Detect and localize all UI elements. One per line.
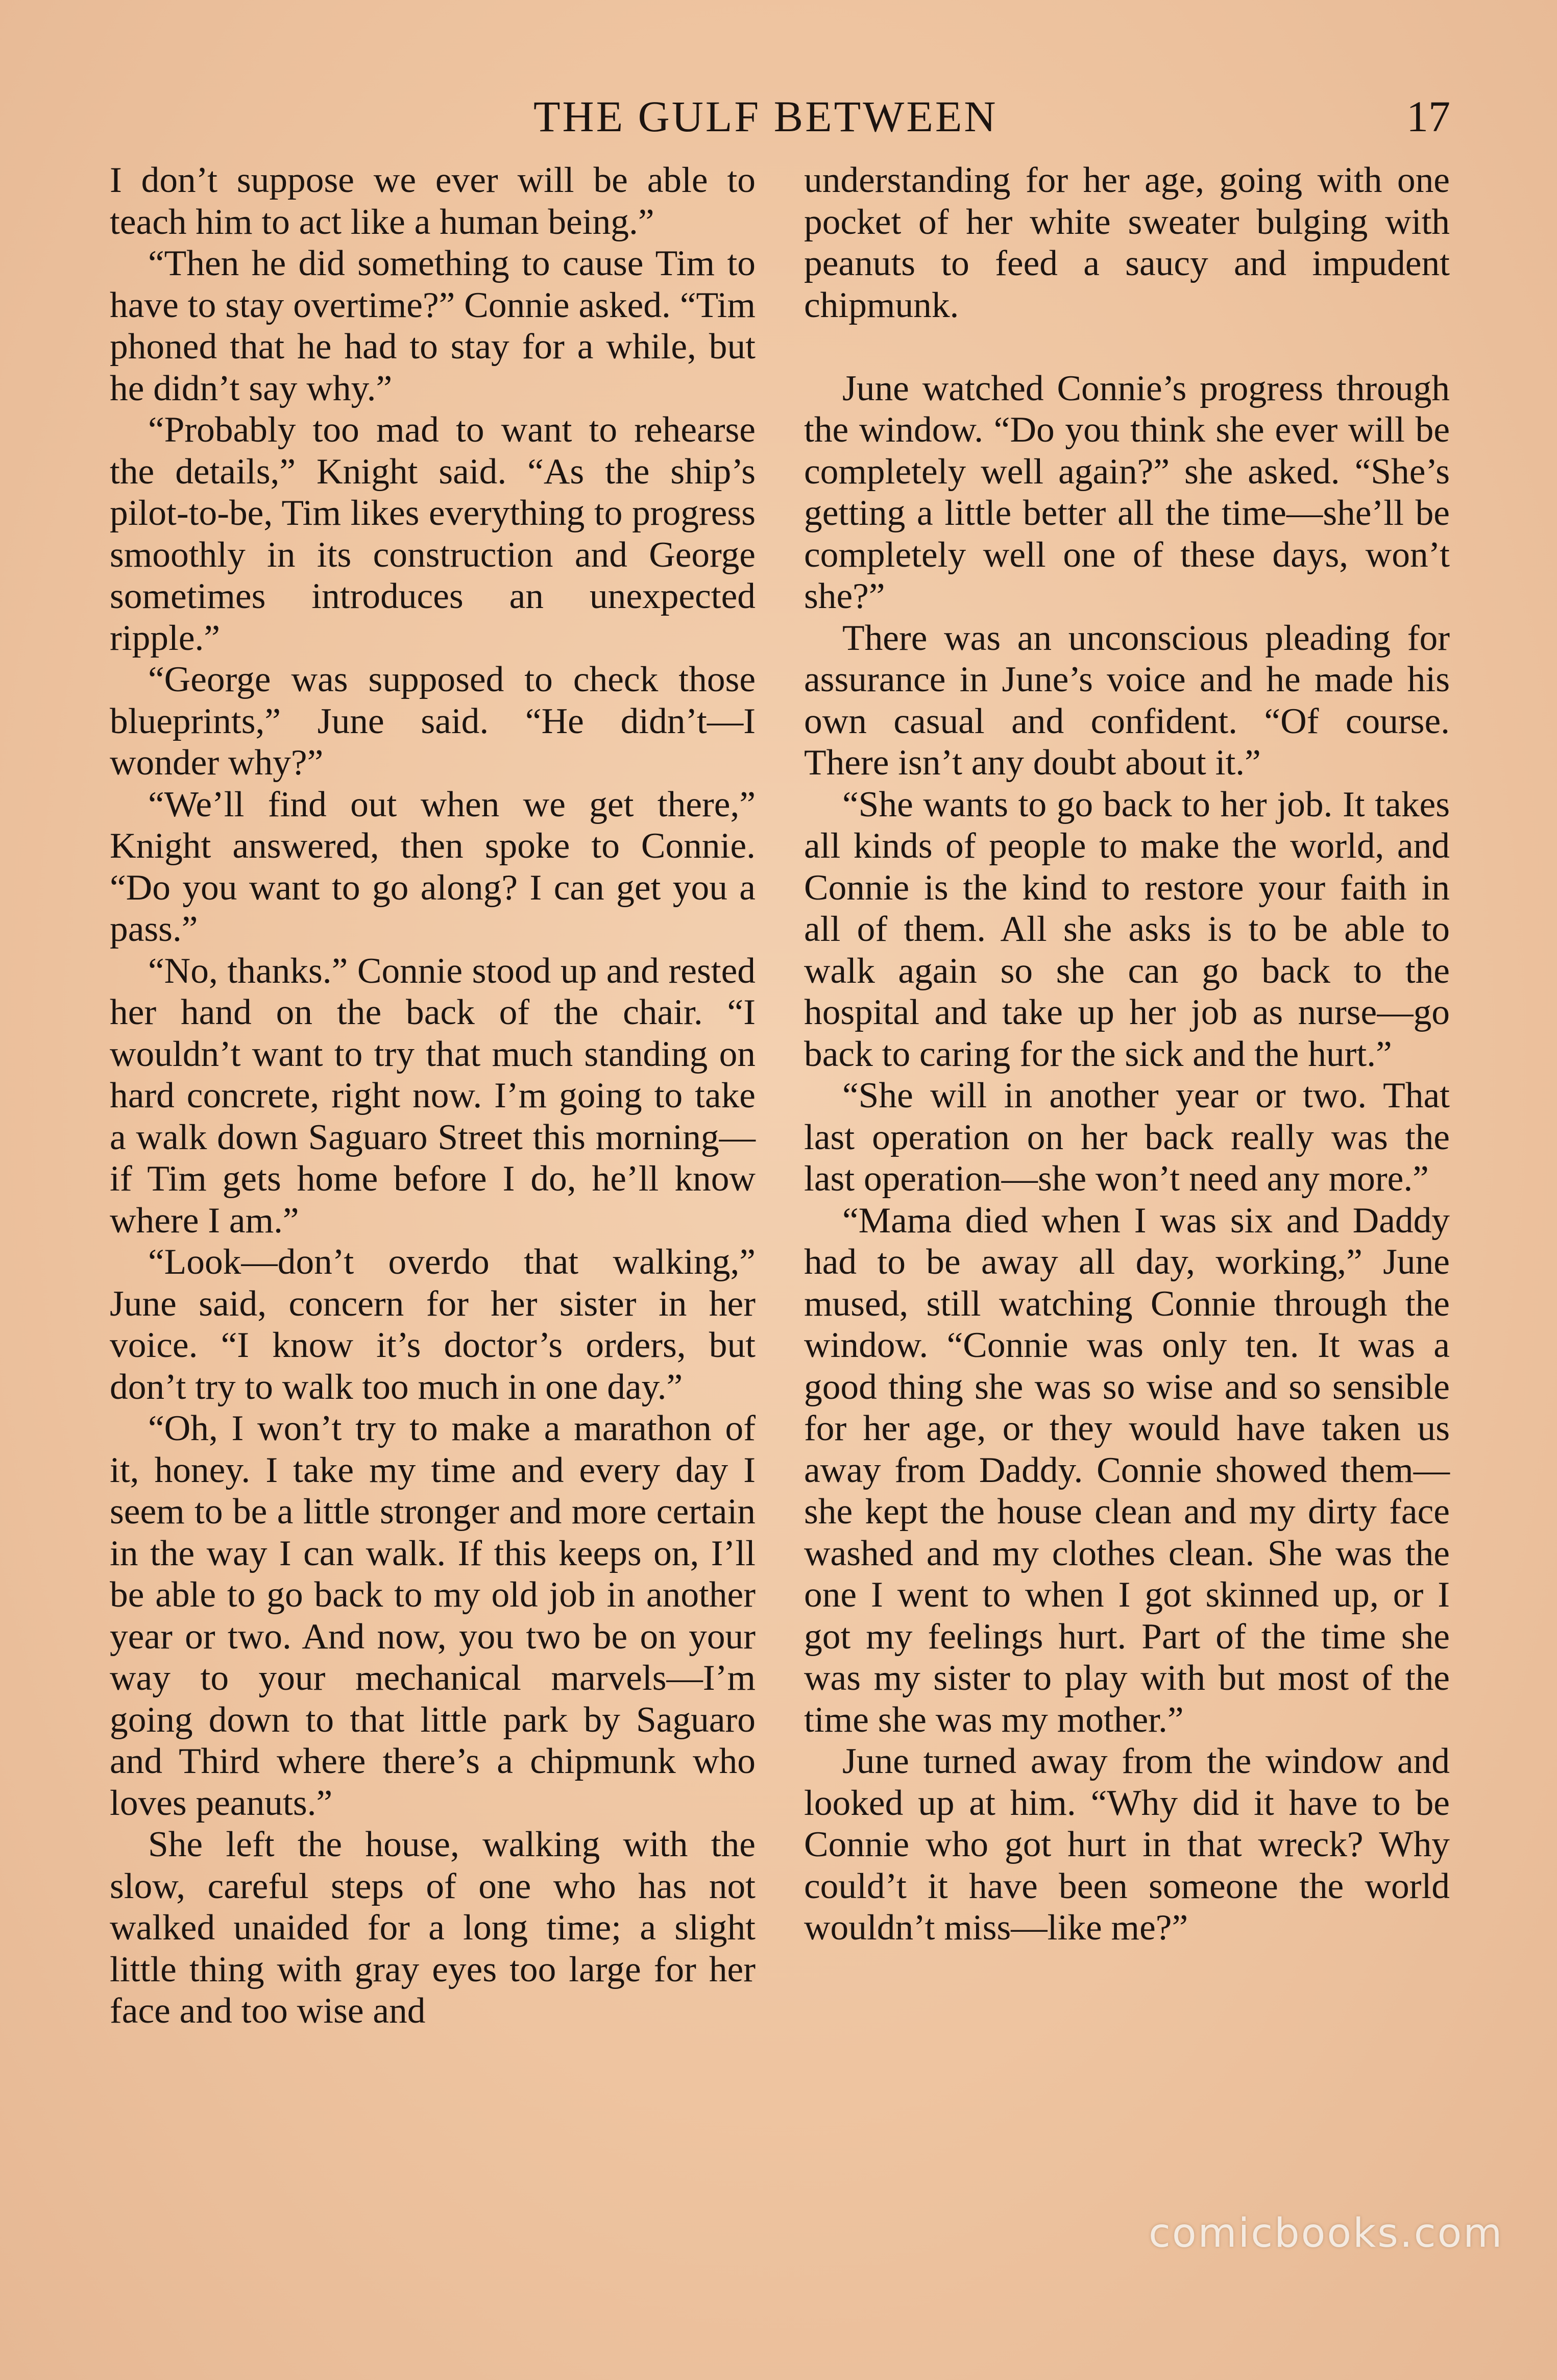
paragraph: She left the house, walking with the slow, careful steps of one who has not walked unaided for a long time; a slight little thing with gray eyes too large for her face and too wise and: [110, 1824, 756, 2031]
paragraph: There was an unconscious pleading for assurance in June’s voice and he made his own casual and confident. “Of course. There isn’t any doubt about it.”: [804, 617, 1450, 783]
paragraph: “Oh, I won’t try to make a marathon of it, honey. I take my time and every day I seem to be a little stronger and more certain in the way I can walk. If this keeps on, I’ll be able to go back to my old job in another year or two. And now, you two be on your way to your mechanical marvels—I’m going down to that little park by Saguaro and Third where there’s a chipmunk who loves peanuts.”: [110, 1408, 756, 1823]
paragraph: “Probably too mad to want to rehearse the details,” Knight said. “As the ship’s pilot-to-be, Tim likes everything to progress smoothly in its construction and George sometimes introduces an unexpected ripple.”: [110, 409, 756, 658]
page-header: [0, 86, 1557, 147]
paragraph: “George was supposed to check those blueprints,” June said. “He didn’t—I wonder why?”: [110, 659, 756, 783]
page-number: 17: [1406, 92, 1450, 141]
paragraph: “Then he did something to cause Tim to have to stay overtime?” Connie asked. “Tim phoned that he had to stay for a while, but he didn’t say why.”: [110, 243, 756, 408]
right-column: [804, 159, 1450, 1949]
left-column: [110, 159, 756, 2032]
running-title: THE GULF BETWEEN: [533, 92, 998, 141]
paragraph: I don’t suppose we ever will be able to teach him to act like a human being.”: [110, 160, 756, 242]
paragraph: June turned away from the window and looked up at him. “Why did it have to be Connie who got hurt in that wreck? Why could’t it have been someone the world wouldn’t miss—like me?”: [804, 1741, 1450, 1948]
paragraph: “She wants to go back to her job. It takes all kinds of people to make the world, and Connie is the kind to restore your faith in all of them. All she asks is to be able to walk again so she can go back to the hospital and take up her job as nurse—go back to caring for the sick and the hurt.”: [804, 784, 1450, 1074]
watermark: comicbooks.com: [1149, 2211, 1504, 2256]
paragraph: “No, thanks.” Connie stood up and rested her hand on the back of the chair. “I wouldn’t want to try that much standing on hard concrete, right now. I’m going to take a walk down Saguaro Street this morning—if Tim gets home before I do, he’ll know where I am.”: [110, 950, 756, 1241]
paragraph: “Look—don’t overdo that walking,” June said, concern for her sister in her voice. “I know it’s doctor’s orders, but don’t try to walk too much in one day.”: [110, 1242, 756, 1407]
paragraph: June watched Connie’s progress through the window. “Do you think she ever will be completely well again?” she asked. “She’s getting a little better all the time—she’ll be completely well one of these days, won’t she?”: [804, 368, 1450, 616]
paragraph: “Mama died when I was six and Daddy had to be away all day, working,” June mused, still watching Connie through the window. “Connie was only ten. It was a good thing she was so wise and so sensible for her age, or they would have taken us away from Daddy. Connie showed them—she kept the house clean and my dirty face washed and my clothes clean. She was the one I went to when I got skinned up, or I got my feelings hurt. Part of the time she was my sister to play with but most of the time she was my mother.”: [804, 1200, 1450, 1740]
paragraph: “She will in another year or two. That last operation on her back really was the last operation—she won’t need any more.”: [804, 1075, 1450, 1199]
paragraph: understanding for her age, going with one pocket of her white sweater bulging with peanuts to feed a saucy and impudent chipmunk.: [804, 160, 1450, 325]
paragraph: “We’ll find out when we get there,” Knight answered, then spoke to Connie. “Do you want to go along? I can get you a pass.”: [110, 784, 756, 949]
